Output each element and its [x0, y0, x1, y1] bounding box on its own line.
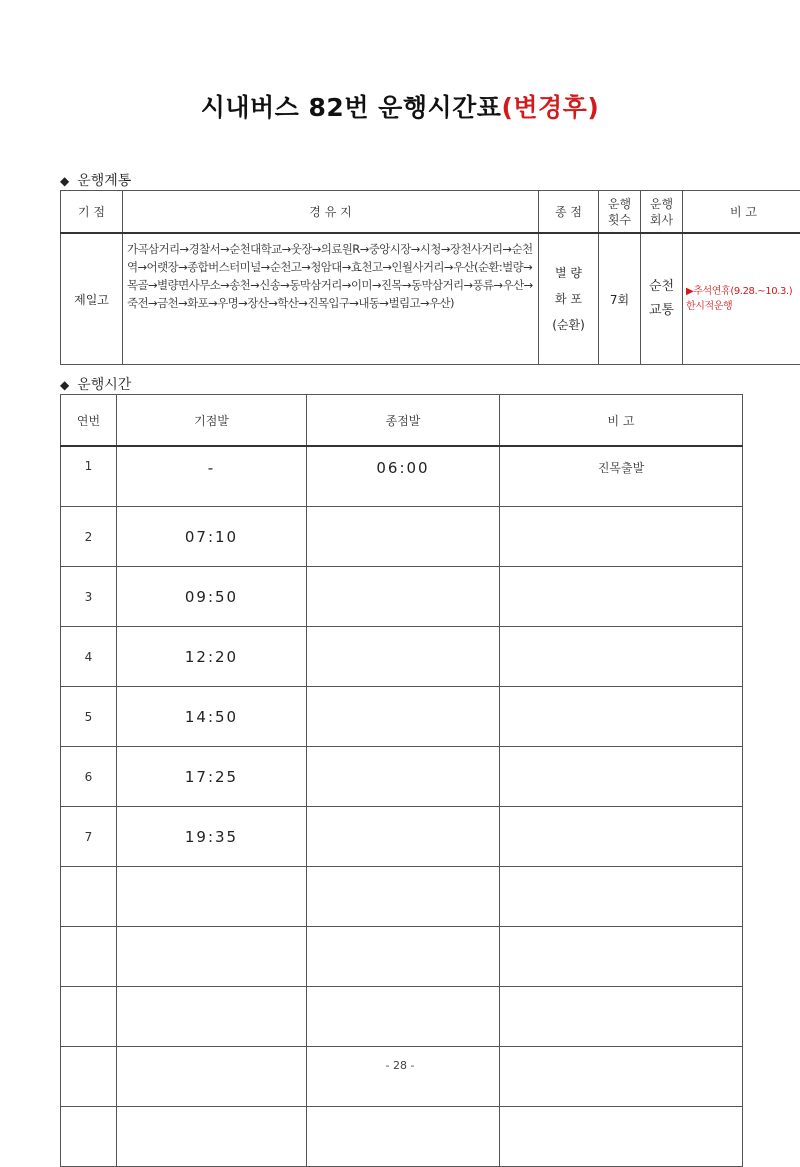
schedule-origin-departure: -: [117, 446, 307, 507]
header-destination-departure: 종점발: [307, 395, 500, 447]
route-destination: 별 량 화 포 (순환): [539, 233, 599, 365]
schedule-section-heading: ◆ 운행시간: [60, 374, 131, 394]
schedule-destination-departure: [307, 747, 500, 807]
header-count: 운행 횟수: [599, 191, 641, 234]
schedule-note: 진목출발: [500, 446, 743, 507]
schedule-note: [500, 987, 743, 1047]
route-row: [61, 233, 800, 365]
schedule-origin-departure: [117, 1107, 307, 1167]
schedule-origin-departure: 12:20: [117, 627, 307, 687]
schedule-note: [500, 1047, 743, 1107]
schedule-destination-departure: 06:00: [307, 446, 500, 507]
schedule-origin-departure: [117, 987, 307, 1047]
schedule-destination-departure: [307, 687, 500, 747]
page-title: [0, 88, 800, 124]
schedule-destination-departure: [307, 867, 500, 927]
schedule-row: [61, 867, 743, 927]
route-section-heading: ◆ 운행계통: [60, 170, 131, 190]
schedule-row: [61, 1047, 743, 1107]
schedule-note: [500, 867, 743, 927]
route-company: 순천 교통: [641, 233, 683, 365]
schedule-note: [500, 807, 743, 867]
schedule-origin-departure: 07:10: [117, 507, 307, 567]
schedule-no: 6: [61, 747, 117, 807]
schedule-destination-departure: [307, 927, 500, 987]
header-no: 연번: [61, 395, 117, 447]
diamond-bullet-icon: ◆: [60, 174, 69, 188]
schedule-destination-departure: [307, 807, 500, 867]
title-highlight: (변경후): [501, 93, 599, 122]
page-number: - 28 -: [0, 1059, 800, 1072]
schedule-no: [61, 1047, 117, 1107]
schedule-origin-departure: [117, 867, 307, 927]
schedule-no: 5: [61, 687, 117, 747]
schedule-note: [500, 747, 743, 807]
schedule-no: [61, 987, 117, 1047]
route-header-row: [61, 191, 800, 234]
diamond-bullet-icon: ◆: [60, 378, 69, 392]
schedule-destination-departure: [307, 567, 500, 627]
schedule-origin-departure: [117, 927, 307, 987]
header-destination: 종 점: [539, 191, 599, 234]
schedule-no: 2: [61, 507, 117, 567]
header-origin-departure: 기점발: [117, 395, 307, 447]
header-note: 비 고: [683, 191, 800, 234]
schedule-row: [61, 567, 743, 627]
schedule-origin-departure: 14:50: [117, 687, 307, 747]
schedule-no: 7: [61, 807, 117, 867]
schedule-row: [61, 1107, 743, 1167]
schedule-note: [500, 1107, 743, 1167]
schedule-note: [500, 687, 743, 747]
schedule-destination-departure: [307, 1107, 500, 1167]
schedule-row: [61, 807, 743, 867]
schedule-origin-departure: 17:25: [117, 747, 307, 807]
route-via: 가곡삼거리→경찰서→순천대학교→웃장→의료원R→중앙시장→시청→장천사거리→순천역→어랫장→종합버스터미널→순천고→청암대→효천고→인월사거리→우산(순환:벌량→목골→별량면사무소→송천→신송→동막삼거리→이미→진목→동막삼거리→풍류→우산→죽전→금천→화포→우명→장산→학산→진목입구→내동→벌림고→우산): [123, 233, 539, 365]
schedule-row: [61, 747, 743, 807]
schedule-destination-departure: [307, 1047, 500, 1107]
route-note: ▶추석연휴(9.28.~10.3.) 한시적운행: [683, 233, 800, 365]
schedule-row: [61, 927, 743, 987]
schedule-row: [61, 627, 743, 687]
schedule-row: [61, 987, 743, 1047]
schedule-no: 4: [61, 627, 117, 687]
schedule-no: [61, 867, 117, 927]
header-origin: 기 점: [61, 191, 123, 234]
schedule-no: 1: [61, 446, 117, 507]
header-schedule-note: 비 고: [500, 395, 743, 447]
schedule-row: [61, 507, 743, 567]
schedule-row: [61, 687, 743, 747]
header-via: 경 유 지: [123, 191, 539, 234]
route-count: 7회: [599, 233, 641, 365]
schedule-destination-departure: [307, 987, 500, 1047]
schedule-destination-departure: [307, 627, 500, 687]
schedule-origin-departure: 09:50: [117, 567, 307, 627]
schedule-note: [500, 927, 743, 987]
schedule-header-row: [61, 395, 743, 447]
schedule-no: [61, 927, 117, 987]
schedule-note: [500, 567, 743, 627]
schedule-table: [60, 394, 743, 1167]
schedule-row: [61, 446, 743, 507]
header-company: 운행 회사: [641, 191, 683, 234]
schedule-origin-departure: 19:35: [117, 807, 307, 867]
schedule-note: [500, 627, 743, 687]
schedule-destination-departure: [307, 507, 500, 567]
route-origin: 제일고: [61, 233, 123, 365]
route-table: [60, 190, 800, 365]
schedule-no: 3: [61, 567, 117, 627]
schedule-note: [500, 507, 743, 567]
title-main: 시내버스 82번 운행시간표: [201, 93, 502, 122]
schedule-no: [61, 1107, 117, 1167]
schedule-origin-departure: [117, 1047, 307, 1107]
